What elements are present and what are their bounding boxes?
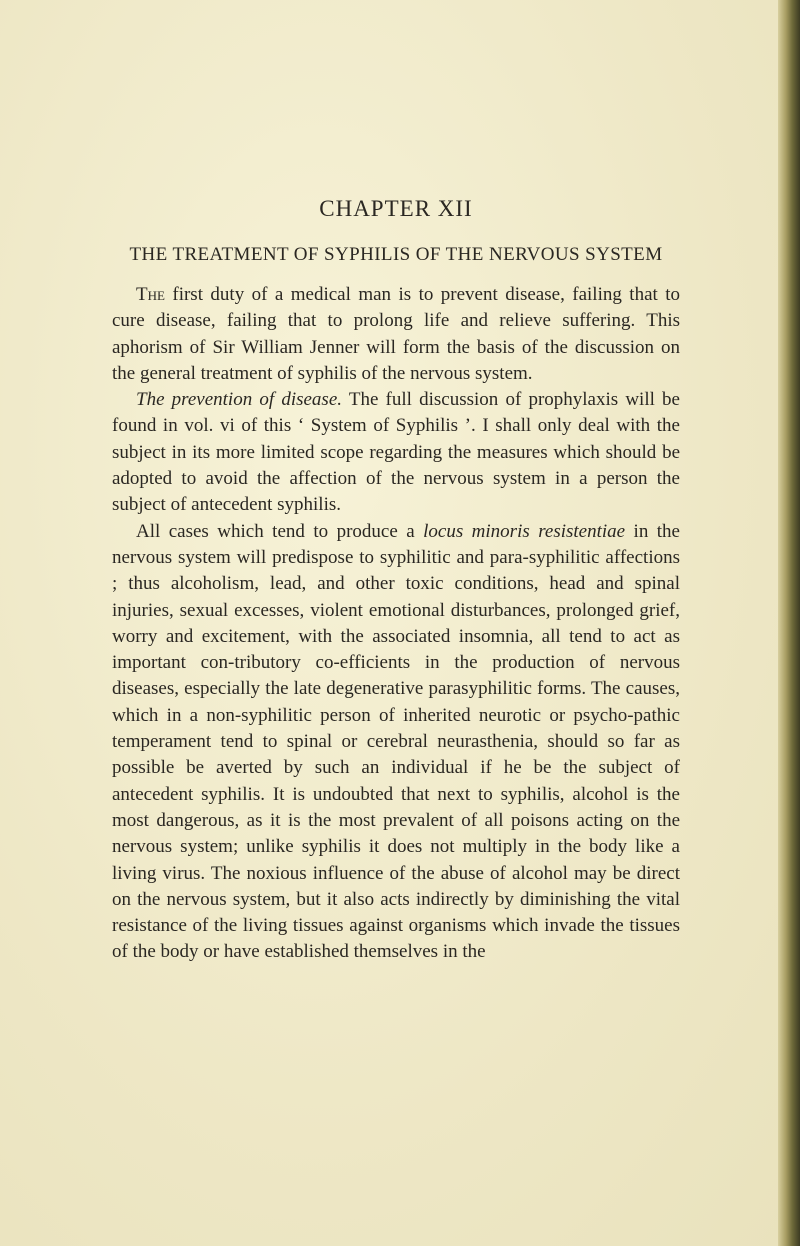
page-binding-edge xyxy=(778,0,800,1246)
paragraph-1 xyxy=(112,282,680,387)
page-content xyxy=(112,196,680,966)
paragraph-1-text: first duty of a medical man is to prevent disease, failing that to cure disease, failing that to prolong life and relieve suffering. This aphorism of Sir William Jenner will form the basis of the discussion on the general treatment of syphilis of the nervous system. xyxy=(112,284,680,384)
paragraph-3-text-after: in the nervous system will predispose to syphilitic and para-syphilitic affections ; thus alcoholism, lead, and other toxic conditions, head and spinal injuries, sexual excesses, violent emotional disturbances, prolonged grief, worry and excitement, with the associated insomnia, all tend to act as important con-tributory co-efficients in the production of nervous diseases, especially the late degenerative parasyphilitic forms. The causes, which in a non-syphilitic person of inherited neurotic or psycho-pathic temperament tend to spinal or cerebral neurasthenia, should so far as possible be averted by such an individual if he be the subject of antecedent syphilis. It is undoubted that next to syphilis, alcohol is the most dangerous, as it is the most prevalent of all poisons acting on the nervous system; unlike syphilis it does not multiply in the body like a living virus. The noxious influence of the abuse of alcohol may be direct on the nervous system, but it also acts indirectly by diminishing the vital resistance of the living tissues against organisms which invade the tissues of the body or have established themselves in the xyxy=(112,520,680,963)
paragraph-3 xyxy=(112,519,680,966)
paragraph-2-text: The full discussion of prophylaxis will be found in vol. vi of this ‘ System of Syphilis ’. I shall only deal with the subject in its more limited scope regarding the measures which should be adopted to avoid the affection of the nervous system in a person the subject of antecedent syphilis. xyxy=(112,389,680,516)
chapter-heading: CHAPTER XII xyxy=(319,196,473,221)
paragraph-3-text-before: All cases which tend to produce a xyxy=(136,520,424,542)
paragraph-3-italic-phrase: locus minoris resistentiae xyxy=(423,520,626,542)
paragraph-2-italic-lead: The prevention of disease. xyxy=(136,389,343,411)
chapter-title: THE TREATMENT OF SYPHILIS OF THE NERVOUS SYSTEM xyxy=(129,244,663,265)
paragraph-1-lead: The xyxy=(136,284,165,305)
paragraph-2 xyxy=(112,387,680,518)
